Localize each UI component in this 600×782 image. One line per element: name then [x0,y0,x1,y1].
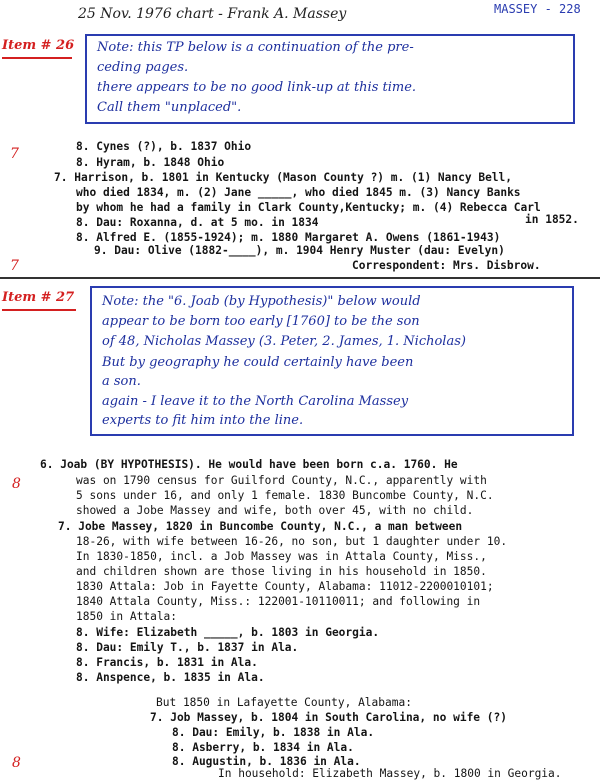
text-line: 8. Cynes (?), b. 1837 Ohio [76,140,252,153]
text-line: 8. Wife: Elizabeth _____, b. 1803 in Georgia. [76,626,380,639]
note-1-line: Call them "unplaced". [97,100,242,115]
date-line: 25 Nov. 1976 chart - Frank A. Massey [78,6,347,22]
text-line: 8. Asberry, b. 1834 in Ala. [172,741,354,754]
item-label-underline [2,309,76,311]
text-line: 8. Hyram, b. 1848 Ohio [76,156,225,169]
text-line: showed a Jobe Massey and wife, both over 45, with no child. [76,504,474,517]
note-2-line: But by geography he could certainly have been [102,355,414,370]
item-label-27: Item # 27 [2,290,75,305]
note-2-line: again - I leave it to the North Carolina Massey [102,394,409,409]
text-line: 8. Dau: Roxanna, d. at 5 mo. in 1834 [76,216,319,229]
note-1-line: there appears to be no good link-up at this time. [97,80,417,95]
text-line: 8. Francis, b. 1831 in Ala. [76,656,258,669]
text-line: 1840 Attala County, Miss.: 122001-10110011; and following in [76,595,481,608]
text-line: 8. Alfred E. (1855-1924); m. 1880 Margaret A. Owens (1861-1943) [76,231,501,244]
text-line: In 1830-1850, incl. a Job Massey was in Attala County, Miss., [76,550,487,563]
note-1-line: Note: this TP below is a continuation of the pre- [97,40,414,55]
note-box-1 [85,34,575,124]
text-line: 7. Harrison, b. 1801 in Kentucky (Mason County ?) m. (1) Nancy Bell, [54,171,513,184]
note-2-line: experts to fit him into the line. [102,413,304,428]
section-divider [0,277,600,279]
text-line: 7. Jobe Massey, 1820 in Buncombe County, N.C., a man between [58,520,463,533]
note-box-2 [90,286,574,436]
text-line: Correspondent: Mrs. Disbrow. [352,259,541,272]
margin-mark: 8 [12,476,21,492]
item-label-26: Item # 26 [2,38,75,53]
item-label-underline [2,57,72,59]
text-line: But 1850 in Lafayette County, Alabama: [156,696,412,709]
text-line: 5 sons under 16, and only 1 female. 1830 Buncombe County, N.C. [76,489,494,502]
text-line: 8. Dau: Emily T., b. 1837 in Ala. [76,641,299,654]
text-line: 1850 in Attala: [76,610,178,623]
note-2-line: appear to be born too early [1760] to be the son [102,314,420,329]
margin-mark: 7 [10,258,19,274]
text-line: 1830 Attala: Job in Fayette County, Alabama: 11012-2200010101; [76,580,494,593]
text-line: 9. Dau: Olive (1882-____), m. 1904 Henry Muster (dau: Evelyn) [94,244,505,257]
text-line: 8. Dau: Emily, b. 1838 in Ala. [172,726,375,739]
text-line: was on 1790 census for Guilford County, N.C., apparently with [76,474,487,487]
text-line: 8. Anspence, b. 1835 in Ala. [76,671,265,684]
text-line: 7. Job Massey, b. 1804 in South Carolina, no wife (?) [150,711,507,724]
text-line: and children shown are those living in his household in 1850. [76,565,487,578]
text-line: 8. Augustin, b. 1836 in Ala. [172,755,361,768]
text-line: In household: Elizabeth Massey, b. 1800 in Georgia. [218,767,562,780]
text-line: 6. Joab (BY HYPOTHESIS). He would have been born c.a. 1760. He [40,458,458,471]
text-line: who died 1834, m. (2) Jane _____, who died 1845 m. (3) Nancy Banks [76,186,521,199]
note-2-line: Note: the "6. Joab (by Hypothesis)" below would [102,294,421,309]
margin-mark: 8 [12,755,21,771]
note-1-line: ceding pages. [97,60,189,75]
margin-mark: 7 [10,146,19,162]
text-line: by whom he had a family in Clark County,Kentucky; m. (4) Rebecca Carl [76,201,541,214]
text-line: 18-26, with wife between 16-26, no son, but 1 daughter under 10. [76,535,508,548]
note-2-line: of 48, Nicholas Massey (3. Peter, 2. James, 1. Nicholas) [102,334,466,349]
text-line: in 1852. [525,213,579,226]
note-2-line: a son. [102,374,141,389]
reference-number: MASSEY - 228 [494,2,581,16]
